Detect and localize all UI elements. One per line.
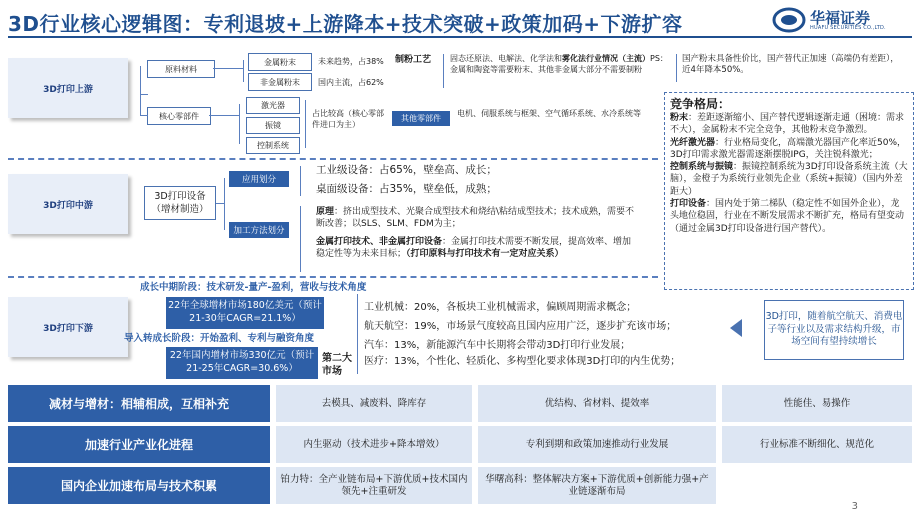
printing-device-box: 3D打印设备（增材制造） <box>144 186 216 220</box>
nonmetal-powder-box: 非金属粉末 <box>248 73 312 91</box>
logo-icon <box>772 6 806 34</box>
connector <box>224 178 225 230</box>
control-label: 控制系统与振镜 <box>670 162 734 173</box>
other-parts-box: 其他零部件 <box>392 111 450 126</box>
row-title-subtractive-additive: 减材与增材：相辅相成，互相补充 <box>8 385 270 422</box>
process-desc-a: 固态还原法、电解法、化学法和 <box>450 54 562 63</box>
cost-share-note: 占比较高（核心零部件进口为主） <box>312 109 384 129</box>
connector <box>140 94 148 95</box>
app-industrial: 工业机械：20%，各板块工业机械需求，偏顾周期需求概念； <box>364 302 637 313</box>
equip-text: ：国内处于第二梯队（稳定性不如国外企业），龙头地位稳固，行业在不断发展需求不断扩充，格局有望变动（通过金属3D打印设备进行国产替代）。 <box>670 199 905 234</box>
stage-downstream: 3D打印下游 <box>8 297 128 357</box>
process-label: 制粉工艺 <box>395 55 432 65</box>
connector <box>140 66 141 94</box>
metal-desc: ：金属打印技术需要不断发展，提高效率、增加稳定性等为未来目标； <box>316 237 632 259</box>
section-divider <box>8 158 658 160</box>
competition-laser <box>670 137 908 162</box>
row-cell: 优结构、省材料、提效率 <box>478 385 716 422</box>
process-desc-c: PS：金属和陶瓷等需要粉末、其他非金属大部分不需要制粉 <box>450 54 668 74</box>
connector <box>357 294 358 374</box>
connector <box>443 54 444 88</box>
competition-powder <box>670 112 908 137</box>
connector <box>209 115 239 116</box>
method-class-box: 加工方法划分 <box>229 222 289 238</box>
company-logo <box>772 6 912 36</box>
row-cell: 去模具、减废料、降库存 <box>276 385 472 422</box>
competition-control <box>670 161 908 198</box>
app-class-box: 应用划分 <box>229 171 289 187</box>
stage-upstream: 3D打印上游 <box>8 58 128 118</box>
row-cell: 性能佳、易操作 <box>722 385 912 422</box>
stage-midstream: 3D打印中游 <box>8 174 128 234</box>
principle-desc <box>316 207 636 230</box>
connector <box>216 203 224 204</box>
powder-label: 粉末 <box>670 113 689 123</box>
page-title: 3D行业核心逻辑图：专利退坡+上游降本+技术突破+政策加码+下游扩容 <box>8 12 683 36</box>
control-text: ：振镜控制系统为3D打印设备系统主流（大脑），金橙子为系统行业领先企业（系统+振镜）（国内外差距大） <box>670 162 908 197</box>
second-market-note: 第二大市场 <box>322 353 352 377</box>
powder-status: 国产粉末具备性价比，国产替代正加速（高端仍有差距），近4年降本50%。 <box>682 54 899 75</box>
row-title-industrialization: 加速行业产业化进程 <box>8 426 270 463</box>
mid-long-stage: 成长中期阶段：技术研发-量产-盈利，营收与技术角度 <box>140 282 367 293</box>
connector <box>140 115 148 116</box>
laser-label: 光纤激光器 <box>670 137 716 148</box>
powder-text: ：差距逐渐缩小、国产替代逻辑逐渐走通（困境：需求不大），金属粉末不完全竞争，其他粉末竞争激烈。 <box>670 113 905 136</box>
industrial-device: 工业级设备：占65%，壁垒高、成长； <box>316 164 497 176</box>
connector <box>300 166 301 196</box>
title-divider <box>8 36 912 38</box>
row-cell: 专利到期和政策加速推动行业发展 <box>478 426 716 463</box>
laser-text: ：行业格局变化，高端激光器国产化率近50%，3D打印需求激光器需逐渐摆脱IPG，关注锐科激光； <box>670 137 907 160</box>
nonmetal-share: 国内主流，占62% <box>318 78 384 87</box>
competition-head: 竞争格局： <box>670 97 731 111</box>
process-desc <box>450 53 675 75</box>
app-medical: 医疗：13%，个性化、轻质化、多构型化要求体现3D打印的内生优势； <box>364 356 681 367</box>
transition-stage: 导入转成长阶段：开始盈利、专利与融资角度 <box>124 333 315 344</box>
metal-label: 金属打印技术、非金属打印设备 <box>316 237 443 247</box>
competition-equipment <box>670 198 908 235</box>
connector <box>300 206 301 272</box>
logo-text-cn: 华福证券 <box>810 9 871 27</box>
equip-label: 打印设备 <box>670 199 707 210</box>
laser-box: 激光器 <box>246 97 300 114</box>
section-divider <box>8 276 658 278</box>
galvo-box: 振镜 <box>246 117 300 134</box>
row-title-domestic-layout: 国内企业加速布局与技术积累 <box>8 467 270 504</box>
page-number: 3 <box>851 501 858 512</box>
core-parts-box: 核心零部件 <box>147 107 211 125</box>
process-desc-b: 雾化法行业情况（主流） <box>562 54 650 63</box>
outlook-box: 3D打印，随着航空航天、消费电子等行业以及需求结构升级，市场空间有望持续增长 <box>764 300 904 360</box>
connector <box>140 94 141 116</box>
control-system-box: 控制系统 <box>246 137 300 154</box>
connector <box>676 54 677 82</box>
connector <box>213 68 243 69</box>
connector <box>239 104 240 144</box>
row-cell: 内生驱动（技术进步+降本增效） <box>276 426 472 463</box>
principle-label: 原理 <box>316 207 335 217</box>
row-cell: 华曙高科：整体解决方案+下游优质+创新能力强+产业链逐渐布局 <box>478 467 716 504</box>
competition-panel <box>664 92 914 290</box>
metal-tail: （打印原料与打印技术有一定对应关系） <box>406 248 564 259</box>
connector <box>243 60 244 82</box>
connector <box>305 100 306 148</box>
domestic-market-stat: 22年国内增材市场330亿元（预计21-25年CAGR=30.6%） <box>166 347 318 379</box>
metal-tech-desc <box>316 237 636 260</box>
desktop-device: 桌面级设备：占35%，壁垒低，成熟； <box>316 183 497 195</box>
raw-material-box: 原料材料 <box>147 60 215 78</box>
row-cell: 行业标准不断细化、规范化 <box>722 426 912 463</box>
row-cell: 铂力特：全产业链布局+下游优质+技术国内领先+注重研发 <box>276 467 472 504</box>
arrow-left-icon <box>730 319 742 337</box>
other-parts-desc: 电机、伺服系统与框架、空气循环系统、水冷系统等 <box>457 109 641 118</box>
app-auto: 汽车：13%，新能源汽车中长期将会带动3D打印行业发展； <box>364 340 631 351</box>
app-aero: 航天航空：19%，市场景气度较高且国内应用广泛，逐步扩充该市场； <box>364 321 677 332</box>
principle-text: ：挤出成型技术、光聚合成型技术和烧结\粘结成型技术；技术成熟，需要不断改善；以SLS、SLM、FDM为主； <box>316 207 635 229</box>
logo-text-en: HUAFU SECURITIES CO.,LTD. <box>810 25 886 31</box>
metal-share: 未来趋势，占38% <box>318 57 384 66</box>
metal-powder-box: 金属粉末 <box>248 53 312 71</box>
global-market-stat: 22年全球增材市场180亿美元（预计21-30年CAGR=21.1%） <box>166 297 324 329</box>
